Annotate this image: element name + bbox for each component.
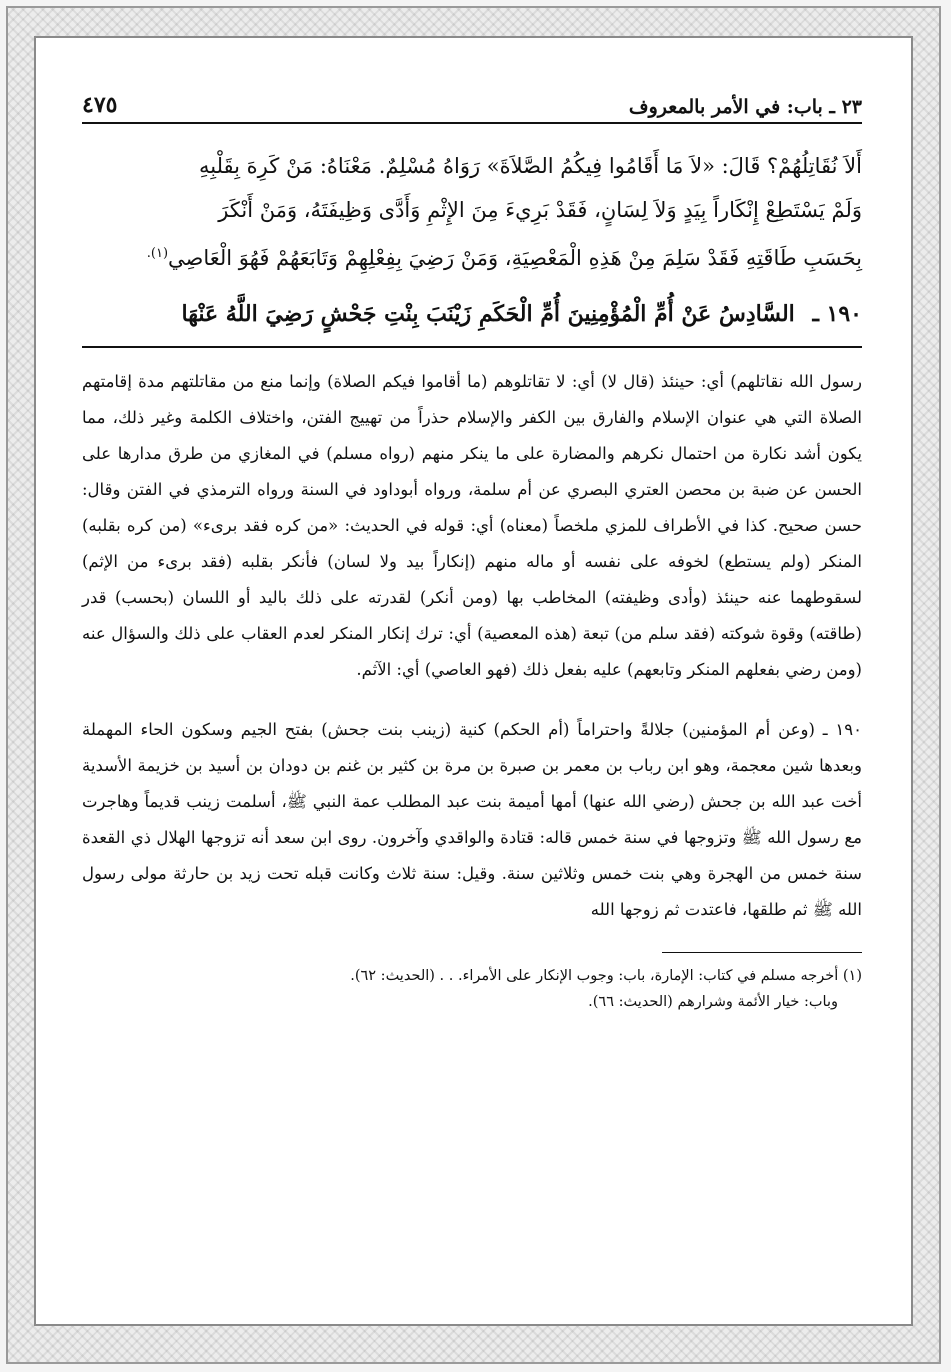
footnote-line: (١) أخرجه مسلم في كتاب: الإمارة، باب: وجوب الإنكار على الأمراء. . . (الحديث: ٦٢). (350, 968, 862, 984)
main-text-line: أَلاَ نُقَاتِلُهُمْ؟ قَالَ: «لاَ مَا أَقَامُوا فِيكُمُ الصَّلاَةَ» رَوَاهُ مُسْلِمٌ. مَعْنَاهُ: مَنْ كَرِهَ بِقَلْبِهِ (198, 154, 862, 178)
main-text-line: وَلَمْ يَسْتَطِعْ إِنْكَاراً بِيَدٍ وَلاَ لِسَانٍ، فَقَدْ بَرِيءَ مِنَ الإِثْمِ وَأَدَّى وَظِيفَتَهُ، وَمَنْ أَنْكَرَ (218, 198, 862, 222)
commentary-section (82, 364, 862, 928)
footnote-divider (662, 952, 862, 953)
page-header (82, 86, 862, 124)
hadith-heading (82, 292, 862, 348)
hadith-narrator-line: السَّادِسُ عَنْ أُمِّ الْمُؤْمِنِينَ أُمِّ الْحَكَمِ زَيْنَبَ بِنْتِ جَحْشٍ رَضِيَ اللَّهُ عَنْهَا (181, 301, 795, 327)
main-hadith-text (82, 144, 862, 280)
footnotes (82, 963, 862, 1015)
main-text-line (82, 232, 862, 280)
page-number: ٤٧٥ (82, 92, 118, 118)
chapter-title: ٢٣ ـ باب: في الأمر بالمعروف (628, 96, 862, 118)
book-page (82, 86, 862, 1015)
hadith-number: ١٩٠ ـ (812, 301, 862, 327)
commentary-paragraph: ١٩٠ ـ (وعن أم المؤمنين) جلالةً واحتراماً (أم الحكم) كنية (زينب بنت جحش) بفتح الجيم وسكون الحاء المهملة وبعدها شين معجمة، وهو ابن رباب بن معمر بن صبرة بن مرة بن كثير بن غنم بن دودان بن أسيد بن خزيمة الأسدية أخت عبد الله بن جحش (رضي الله عنها) أمها أميمة بنت عبد المطلب عمة النبي ﷺ، أسلمت زينب قديماً وهاجرت مع رسول الله ﷺ وتزوجها في سنة خمس قاله: قتادة والواقدي وآخرون. روى ابن سعد أنه تزوجها الهلال ذي القعدة سنة خمس من الهجرة وهي بنت خمس وثلاثين سنة. وقيل: سنة ثلاث وكانت قبله تحت زيد بن حارثة مولى رسول الله ﷺ ثم طلقها، فاعتدت ثم زوجها الله (82, 720, 862, 919)
commentary-paragraph: رسول الله نقاتلهم) أي: حينئذ (قال لا) أي: لا تقاتلوهم (ما أقاموا فيكم الصلاة) وإنما منع من مقاتلتهم مدة إقامتهم الصلاة التي هي عنوان الإسلام والفارق بين الكفر والإسلام حذراً من تهييج الفتن، واختلاف الكلمة وغير ذلك، مما يكون أشد نكارة من احتمال نكرهم والمضارة على ما ينكر منهم (رواه مسلم) في المغازي من طرق مدارها على الحسن عن ضبة بن محصن العتري البصري عن أم سلمة، ورواه أبوداود في السنة ورواه الترمذي في الفتن وقال: حسن صحيح. كذا في الأطراف للمزي ملخصاً (معناه) أي: قوله في الحديث: «من كره فقد برىء» (من كره بقلبه) المنكر (ولم يستطع) لخوفه على نفسه أو ماله منهم (إنكاراً بيد ولا لسان) فأنكر بقلبه (فقد برىء من الإثم) لسقوطهما عنه حينئذ (وأدى وظيفته) المخاطب بها (ومن أنكر) لقدرته على ذلك باليد أو اللسان (بحسب) قدر (طاقته) وقوة شوكته (فقد سلم من) تبعة (هذه المعصية) أي: ترك إنكار المنكر لعدم العقاب على ذلك والسؤال عنه (ومن رضي بفعلهم المنكر وتابعهم) عليه بفعل ذلك (فهو العاصي) أي: الآثم. (82, 372, 862, 679)
footnote-line: وباب: خيار الأئمة وشرارهم (الحديث: ٦٦). (588, 994, 838, 1010)
footnote-reference: (١). (146, 246, 169, 261)
main-text-line-content: بِحَسَبِ طَاقَتِهِ فَقَدْ سَلِمَ مِنْ هَذِهِ الْمَعْصِيَةِ، وَمَنْ رَضِيَ بِفِعْلِهِمْ وَتَابَعَهُمْ فَهُوَ الْعَاصِي (168, 246, 862, 270)
